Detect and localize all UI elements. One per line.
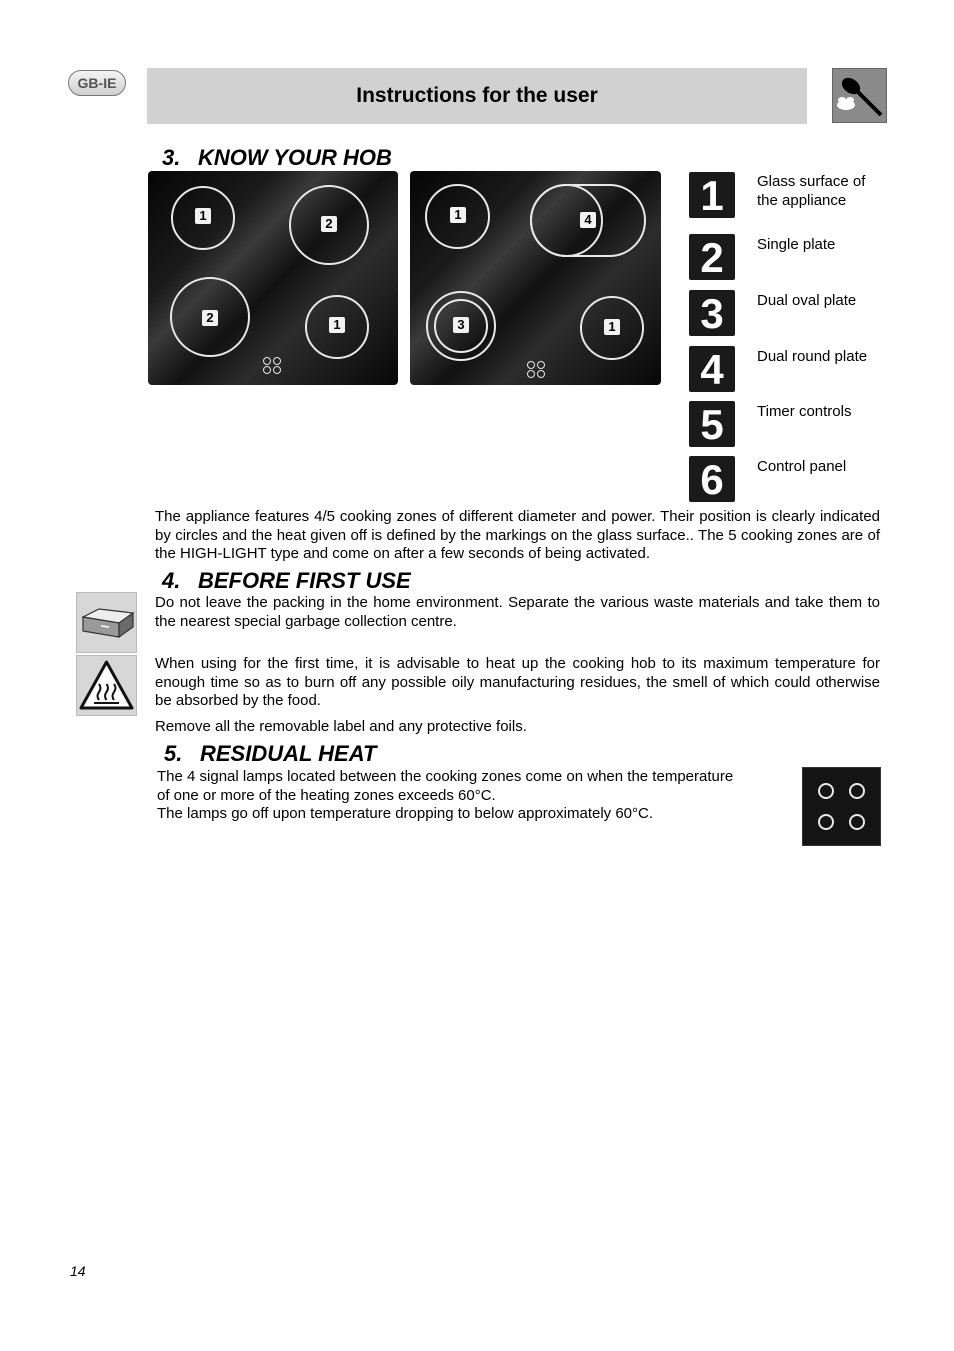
section-5-number: 5. — [164, 741, 183, 766]
hob-diagram-left — [148, 171, 398, 385]
legend-number-5: 5 — [689, 401, 735, 447]
zone-label: 1 — [195, 208, 211, 224]
legend-text-2: Single plate — [757, 236, 836, 253]
section-4-number: 4. — [162, 568, 181, 593]
signal-lamp — [273, 357, 281, 365]
legend-text-1: Glass surface of the appliance — [757, 173, 866, 209]
signal-lamp — [263, 357, 271, 365]
packing-box-graphic — [77, 593, 136, 652]
legend-number-3: 3 — [689, 290, 735, 336]
signal-lamp — [818, 783, 834, 799]
signal-lamp — [273, 366, 281, 374]
zone-label: 1 — [329, 317, 345, 333]
signal-lamp — [527, 370, 535, 378]
hot-surface-graphic — [77, 656, 136, 715]
zone-label: 3 — [453, 317, 469, 333]
signal-lamp — [818, 814, 834, 830]
section-4-paragraph-3: Remove all the removable label and any protective foils. — [155, 718, 527, 735]
section-4-heading — [162, 568, 411, 594]
packing-box-icon — [76, 592, 137, 653]
zone-label: 1 — [604, 319, 620, 335]
section-5-heading — [164, 741, 376, 767]
section-4-paragraph-2: When using for the first time, it is advisable to heat up the cooking hob to its maximum temperature for enough time so as to burn off any possible oily manufacturing residues, the smell of which could otherwise be absorbed by the food. — [155, 655, 880, 710]
signal-lamp — [849, 814, 865, 830]
legend-number-6: 6 — [689, 456, 735, 502]
legend-text-5: Timer controls — [757, 403, 852, 420]
legend-text-4: Dual round plate — [757, 348, 868, 365]
section-5-line-2: of one or more of the heating zones exceeds 60°C. — [157, 786, 496, 804]
hot-surface-warning-icon — [76, 655, 137, 716]
section-5-paragraph — [157, 768, 797, 824]
section-3-paragraph: The appliance features 4/5 cooking zones of different diameter and power. Their position is clearly indicated by circles and the heat given off is defined by the markings on the glass surface.. The 5 cooking zones are of the HIGH-LIGHT type and come on after a few seconds of being activated. — [155, 508, 880, 563]
header-bar — [147, 68, 807, 124]
signal-lamp — [537, 370, 545, 378]
legend-number-4: 4 — [689, 346, 735, 392]
region-badge: GB-IE — [68, 70, 126, 96]
section-5-title: RESIDUAL HEAT — [200, 741, 377, 766]
section-3-title: KNOW YOUR HOB — [198, 145, 392, 170]
legend-text-3: Dual oval plate — [757, 292, 857, 309]
zone-label: 2 — [202, 310, 218, 326]
page-header-title: Instructions for the user — [356, 84, 598, 107]
section-5-line-1: The 4 signal lamps located between the cooking zones come on when the temperature — [157, 768, 734, 785]
signal-lamps-closeup — [802, 767, 881, 846]
section-5-line-3: The lamps go off upon temperature dropping to below approximately 60°C. — [157, 805, 654, 823]
logo-graphic — [833, 69, 886, 122]
page-number: 14 — [70, 1263, 86, 1279]
signal-lamp — [849, 783, 865, 799]
hob-diagram-right — [410, 171, 661, 385]
zone-label: 2 — [321, 216, 337, 232]
section-3-heading — [162, 145, 392, 171]
zone-label: 1 — [450, 207, 466, 223]
section-4-paragraph-1: Do not leave the packing in the home environment. Separate the various waste materials and take them to the nearest special garbage collection centre. — [155, 594, 880, 630]
signal-lamp — [527, 361, 535, 369]
section-4-title: BEFORE FIRST USE — [198, 568, 411, 593]
legend-number-2: 2 — [689, 234, 735, 280]
zone-label: 4 — [580, 212, 596, 228]
signal-lamp — [263, 366, 271, 374]
signal-lamp — [537, 361, 545, 369]
section-3-number: 3. — [162, 145, 181, 170]
spoon-chef-hat-icon — [832, 68, 887, 123]
legend-number-1: 1 — [689, 172, 735, 218]
legend-text-6: Control panel — [757, 458, 847, 475]
